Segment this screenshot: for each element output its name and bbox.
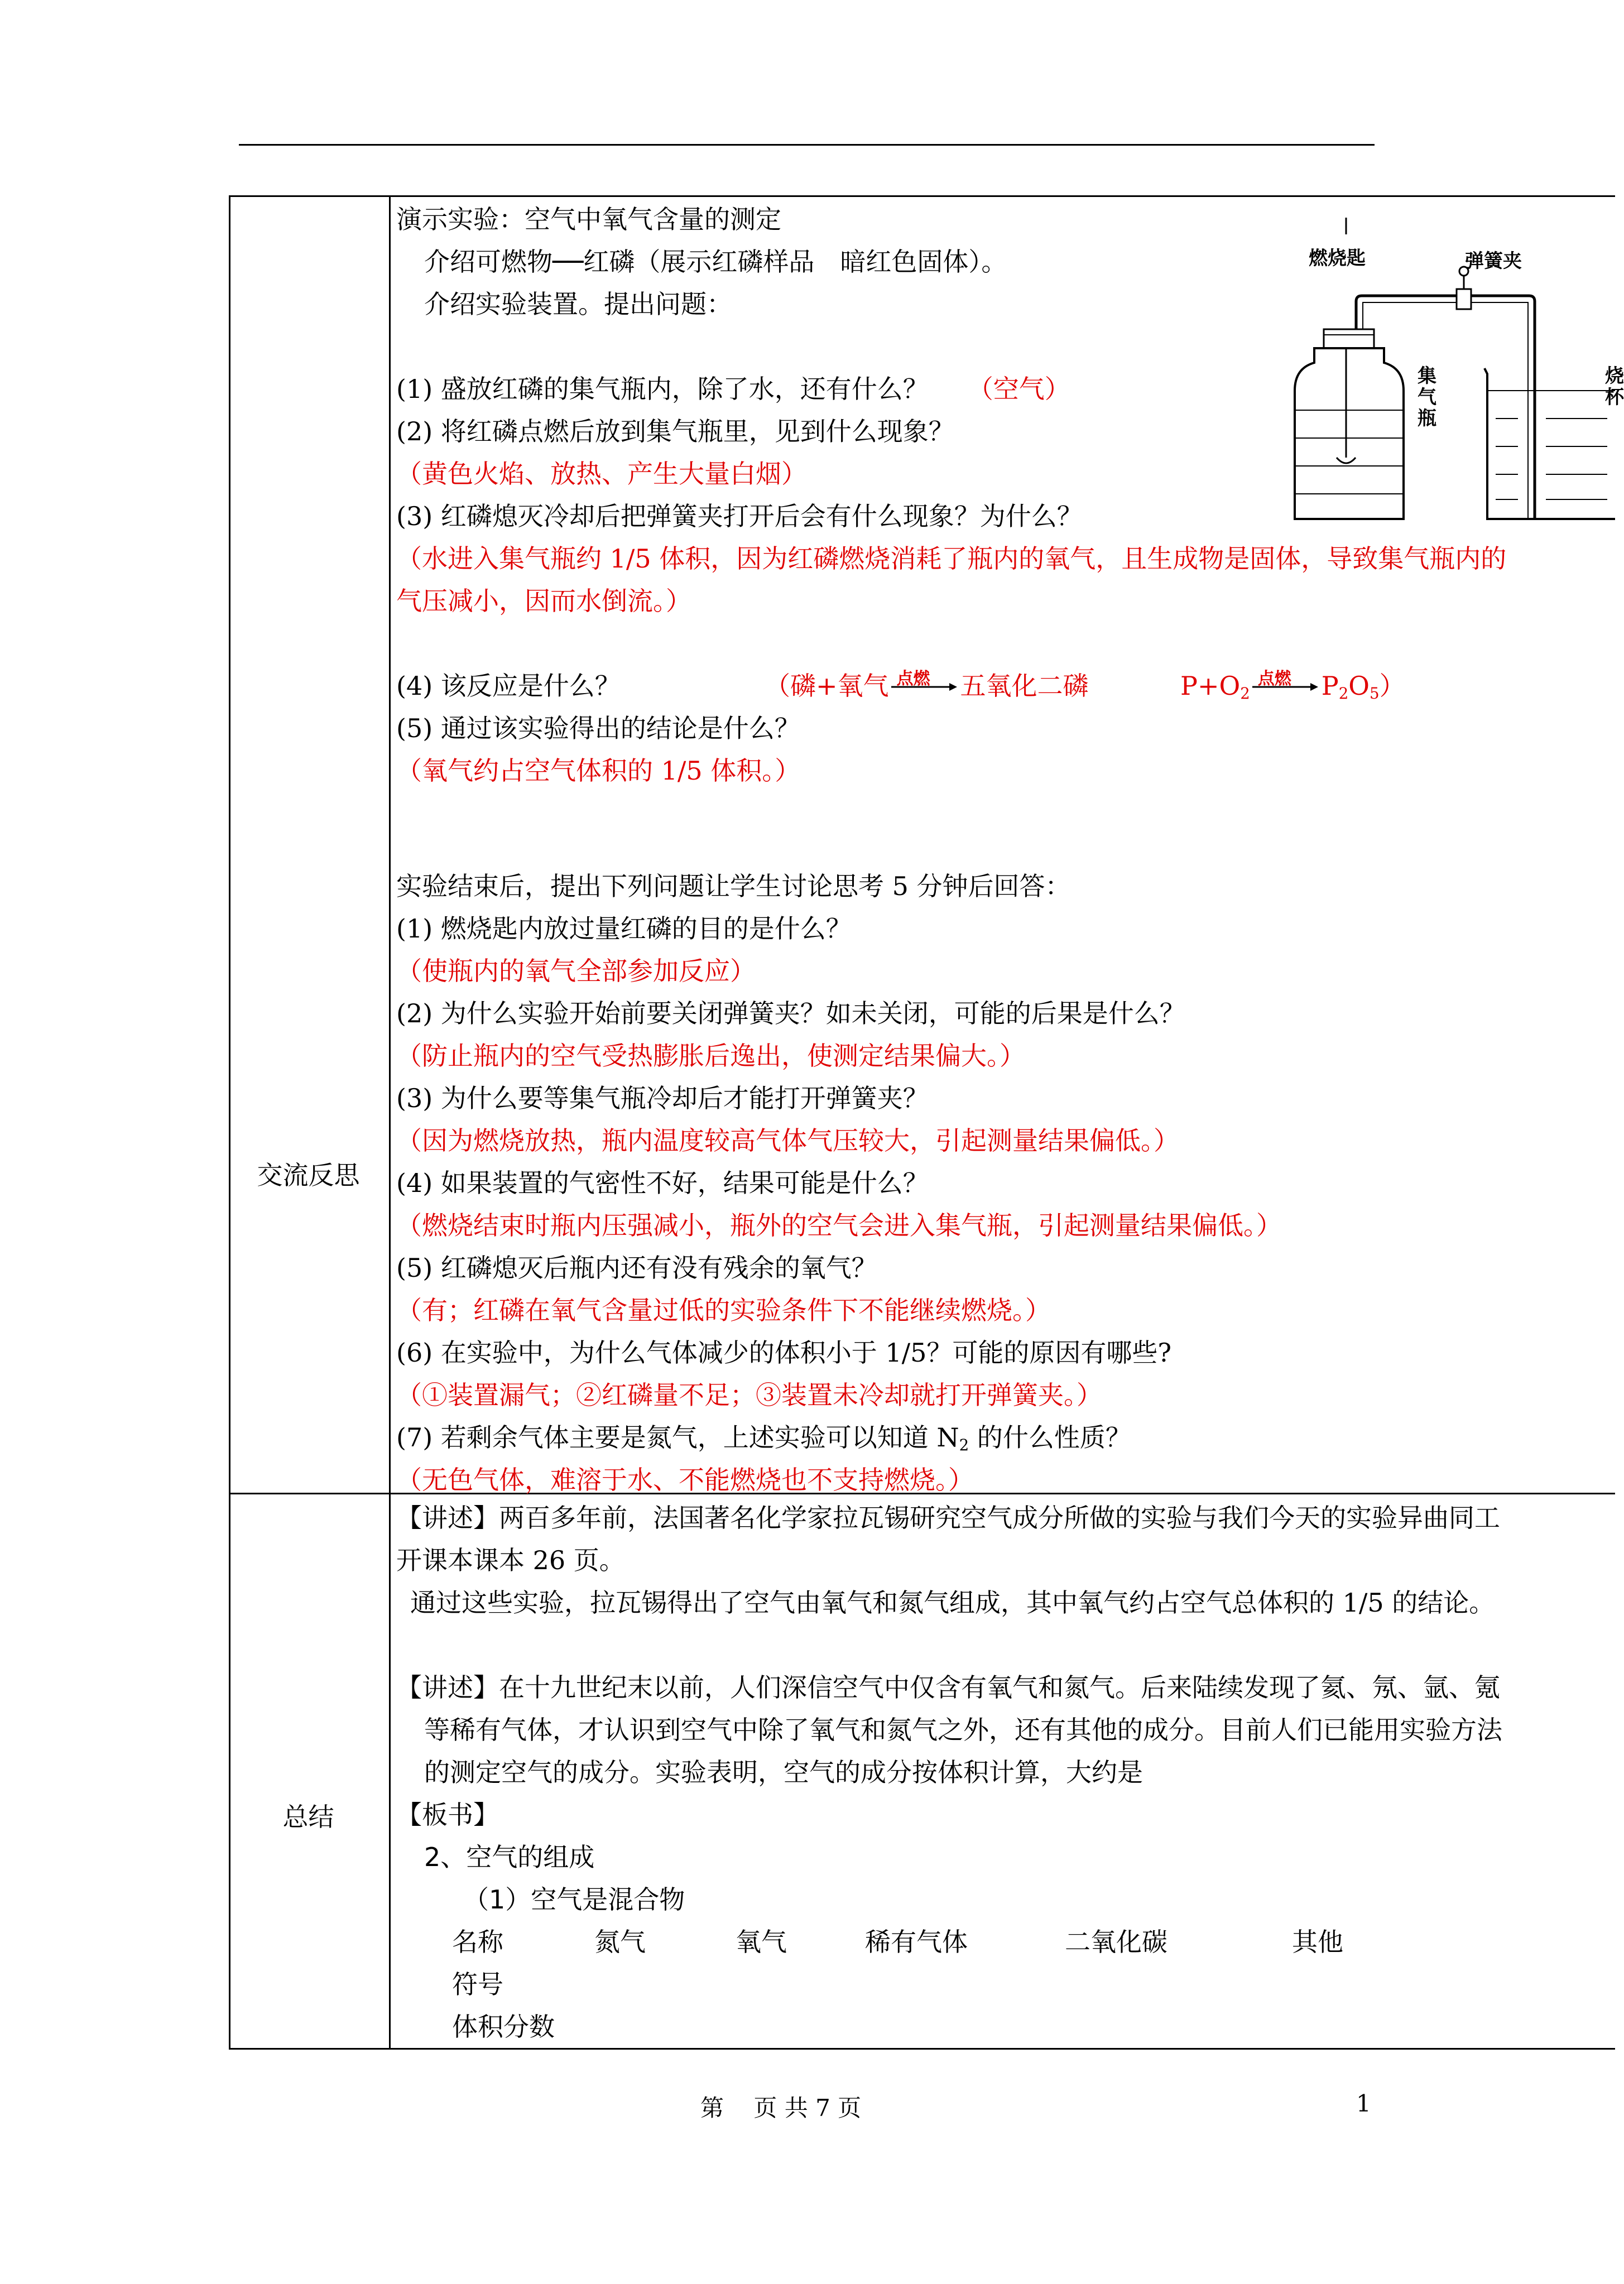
- table-left-border: [229, 195, 230, 2050]
- intro-line: 介绍可燃物──红磷（展示红磷样品 暗红色固体）。: [424, 247, 1007, 277]
- table-top-border: [229, 195, 1615, 197]
- column-header: 其他: [1292, 1927, 1343, 1957]
- question-item: [396, 665, 1405, 707]
- discussion-answer: （燃烧结束时瓶内压强减小，瓶外的空气会进入集气瓶，引起测量结果偏低。）: [396, 1210, 1282, 1240]
- formula-reactants: P+O: [1180, 671, 1241, 701]
- column-header: 氧气: [736, 1927, 787, 1957]
- composition-row-label: 符号: [452, 1969, 503, 1999]
- formula-product: P: [1321, 671, 1339, 701]
- summary-paragraph: 【讲述】两百多年前，法国著名化学家拉瓦锡研究空气成分所做的实验与我们今天的实验异曲同工: [396, 1503, 1500, 1533]
- summary-paragraph: 的测定空气的成分。实验表明，空气的成分按体积计算，大约是: [424, 1757, 1143, 1787]
- formula-subscript: 5: [1370, 684, 1380, 703]
- answer-text: （空气）: [967, 374, 1070, 404]
- reaction-arrow: [891, 666, 958, 699]
- summary-paragraph: 通过这些实验，拉瓦锡得出了空气由氧气和氮气组成，其中氧气约占空气总体积的 1/5 的结论。: [410, 1588, 1495, 1618]
- question-item: (3) 红磷熄灭冷却后把弹簧夹打开后会有什么现象？为什么？: [396, 501, 1083, 531]
- word-equation-reactants: （磷+氧气: [765, 671, 889, 701]
- footer-page-number: 1: [1356, 2090, 1371, 2117]
- composition-row-label: 体积分数: [452, 2012, 555, 2042]
- experiment-title: 演示实验：空气中氧气含量的测定: [396, 204, 781, 234]
- column-header: 稀有气体: [865, 1927, 968, 1957]
- summary-paragraph: 【讲述】在十九世纪末以前，人们深信空气中仅含有氧气和氮气。后来陆续发现了氦、氖、氩、氪: [396, 1672, 1500, 1703]
- table-column-divider: [389, 195, 391, 2050]
- label-beaker: 烧杯: [1605, 365, 1624, 408]
- summary-paragraph: 等稀有气体，才认识到空气中除了氧气和氮气之外，还有其他的成分。目前人们已能用实验方法: [424, 1715, 1502, 1745]
- summary-paragraph: 开课本课本 26 页。: [396, 1545, 625, 1575]
- question-item: (5) 通过该实验得出的结论是什么？: [396, 713, 800, 743]
- word-equation: [765, 665, 1089, 707]
- label-gas-bottle: 集气瓶: [1418, 365, 1436, 430]
- discussion-question: (1) 燃烧匙内放过量红磷的目的是什么？: [396, 913, 852, 944]
- reaction-condition: 点燃: [1257, 669, 1291, 689]
- formula-close: ）: [1379, 671, 1405, 701]
- question-text: (1) 盛放红磷的集气瓶内，除了水，还有什么？: [396, 374, 929, 404]
- column-header: 氮气: [594, 1927, 646, 1957]
- question-text: (7) 若剩余气体主要是氮气，上述实验可以知道 N: [396, 1422, 959, 1453]
- formula-equation: [1180, 665, 1405, 715]
- question-text: (4) 该反应是什么？: [396, 671, 621, 701]
- discussion-question: [396, 1416, 1131, 1459]
- discussion-question: (2) 为什么实验开始前要关闭弹簧夹？如未关闭，可能的后果是什么？: [396, 998, 1185, 1028]
- discussion-question: (5) 红磷熄灭后瓶内还有没有残余的氧气？: [396, 1253, 877, 1283]
- discussion-answer: （无色气体，难溶于水、不能燃烧也不支持燃烧。）: [396, 1465, 974, 1495]
- subsection-heading: （1）空气是混合物: [463, 1884, 685, 1915]
- header-rule: [239, 144, 1375, 146]
- question-item: [396, 368, 1070, 410]
- table-bottom-border: [229, 2048, 1615, 2050]
- answer-text: （黄色火焰、放热、产生大量白烟）: [396, 459, 807, 489]
- discussion-answer: （因为燃烧放热，瓶内温度较高气体气压较大，引起测量结果偏低。）: [396, 1126, 1179, 1156]
- discussion-answer: （防止瓶内的空气受热膨胀后逸出，使测定结果偏大。）: [396, 1041, 1025, 1071]
- board-heading: 【板书】: [396, 1800, 499, 1830]
- formula-subscript: 2: [959, 1435, 969, 1454]
- answer-text: （水进入集气瓶约 1/5 体积，因为红磷燃烧消耗了瓶内的氧气，且生成物是固体，导致集气瓶内的: [396, 544, 1507, 574]
- apparatus-diagram: [1284, 218, 1624, 530]
- section-heading: 2、空气的组成: [424, 1842, 595, 1872]
- formula-subscript: 2: [1338, 684, 1349, 703]
- reaction-condition: 点燃: [896, 669, 930, 689]
- summary-content: [396, 1497, 1615, 2046]
- row-label-reflection: 交流反思: [257, 1160, 360, 1190]
- label-combustion-spoon: 燃烧匙: [1309, 247, 1366, 270]
- column-header: 名称: [452, 1927, 503, 1957]
- intro-line: 介绍实验装置。提出问题：: [424, 289, 732, 319]
- discussion-answer: （使瓶内的氧气全部参加反应）: [396, 956, 756, 986]
- column-header: 二氧化碳: [1065, 1927, 1167, 1957]
- answer-text: （氧气约占空气体积的 1/5 体积。）: [396, 756, 801, 786]
- reaction-arrow: [1252, 666, 1319, 699]
- answer-text: 气压减小，因而水倒流。）: [396, 586, 691, 616]
- word-equation-product: 五氧化二磷: [960, 671, 1089, 701]
- formula-subscript: 2: [1240, 684, 1250, 703]
- discussion-question: (3) 为什么要等集气瓶冷却后才能打开弹簧夹？: [396, 1083, 929, 1113]
- footer-page-info: 第 页 共 7 页: [700, 2094, 862, 2122]
- discussion-answer: （有；红磷在氧气含量过低的实验条件下不能继续燃烧。）: [396, 1295, 1051, 1325]
- label-spring-clamp: 弹簧夹: [1465, 250, 1522, 272]
- discussion-question: (6) 在实验中，为什么气体减少的体积小于 1/5？可能的原因有哪些?: [396, 1338, 1172, 1368]
- discussion-intro: 实验结束后，提出下列问题让学生讨论思考 5 分钟后回答：: [396, 871, 1071, 901]
- question-item: (2) 将红磷点燃后放到集气瓶里，见到什么现象？: [396, 416, 954, 446]
- row-label-summary: 总结: [282, 1802, 334, 1832]
- question-text: 的什么性质？: [969, 1422, 1131, 1453]
- formula-product: O: [1348, 671, 1370, 701]
- discussion-answer: （①装置漏气；②红磷量不足；③装置未冷却就打开弹簧夹。）: [396, 1380, 1102, 1410]
- discussion-question: (4) 如果装置的气密性不好，结果可能是什么？: [396, 1168, 929, 1198]
